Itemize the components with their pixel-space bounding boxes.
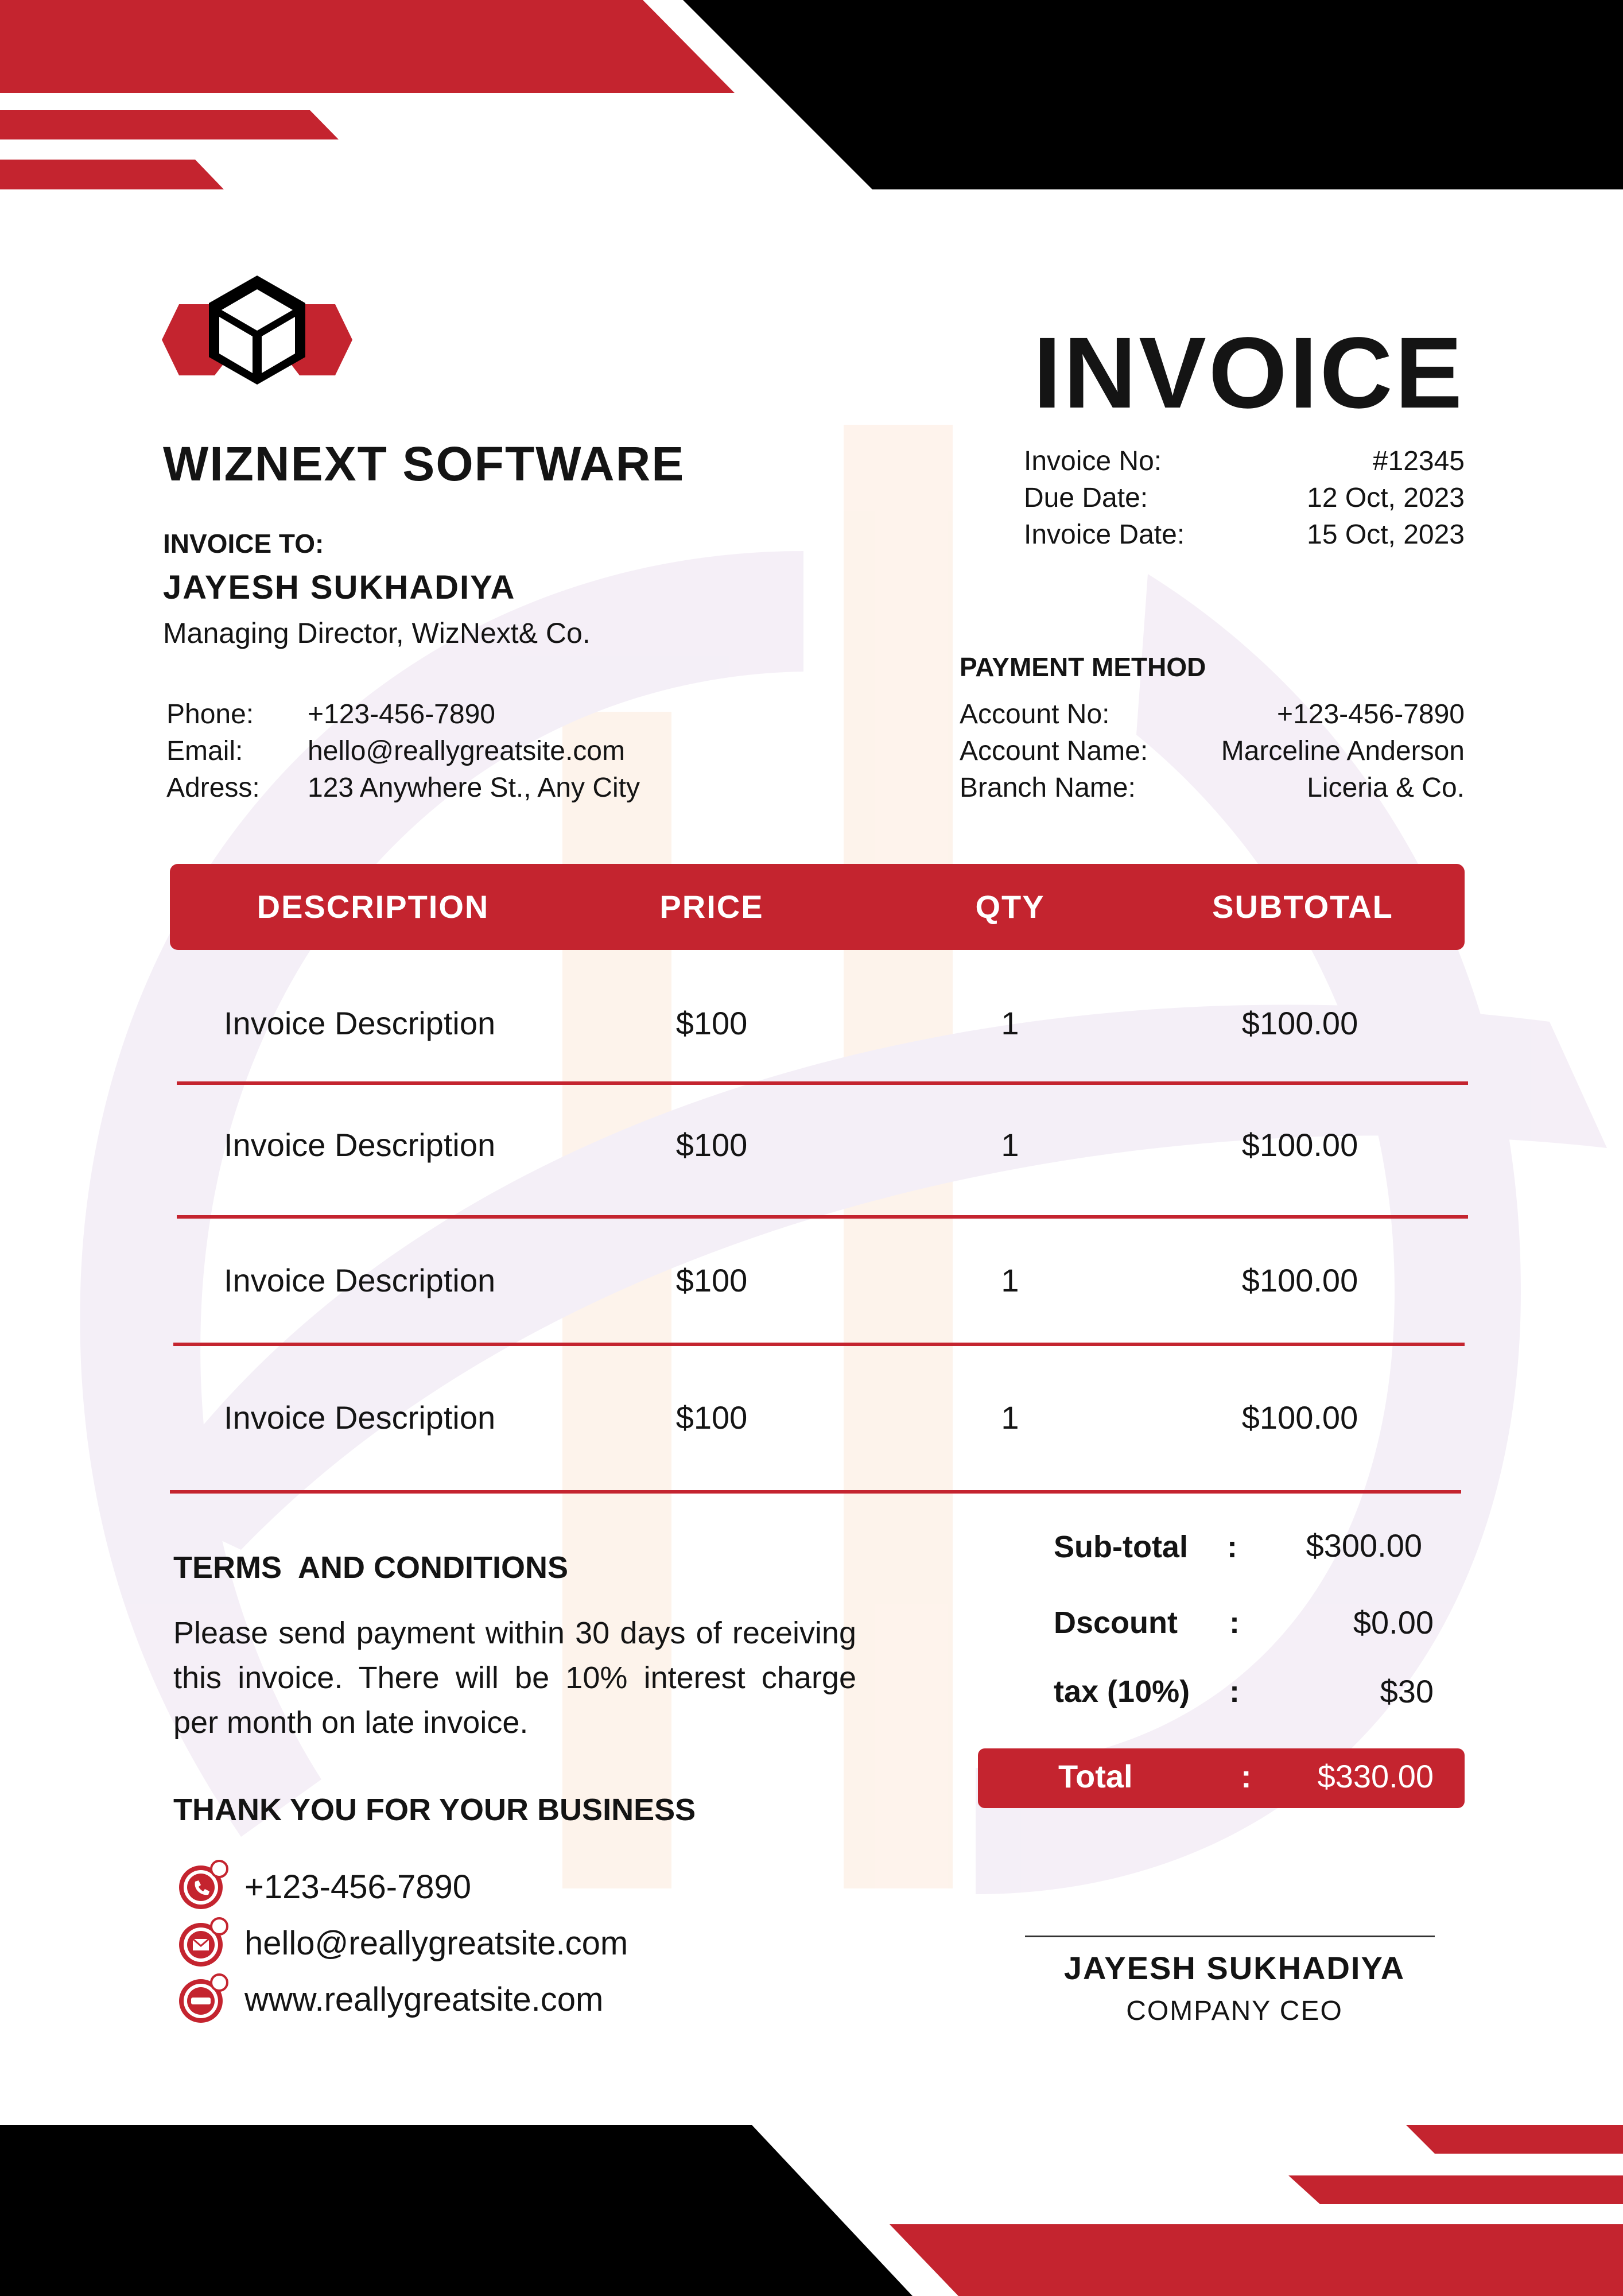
subtotal-label: Sub-total [1054, 1530, 1188, 1564]
total-value: $330.00 [1317, 1758, 1434, 1794]
payment-value: Liceria & Co. [1307, 773, 1465, 803]
client-role: Managing Director, WizNext& Co. [163, 617, 591, 649]
tax-separator: : [1229, 1674, 1240, 1709]
contact-label: Email: [166, 736, 243, 766]
meta-value: 15 Oct, 2023 [1307, 519, 1465, 550]
header-price: PRICE [659, 889, 764, 925]
cell-description: Invoice Description [224, 1399, 496, 1436]
contact-value: 123 Anywhere St., Any City [308, 773, 640, 803]
meta-row [1024, 517, 1465, 553]
cell-description: Invoice Description [224, 1262, 496, 1298]
row-divider [170, 1490, 1461, 1494]
cell-qty: 1 [1001, 1262, 1019, 1298]
contact-value: hello@reallygreatsite.com [308, 736, 625, 766]
payment-value: Marceline Anderson [1221, 736, 1465, 766]
row-divider [173, 1343, 1465, 1346]
cell-qty: 1 [1001, 1399, 1019, 1436]
payment-row [960, 733, 1465, 770]
row-divider [177, 1215, 1468, 1219]
payment-heading: PAYMENT METHOD [960, 652, 1206, 682]
tax-label: tax (10%) [1054, 1674, 1190, 1709]
tax-value: $30 [1380, 1673, 1434, 1709]
meta-value: #12345 [1372, 446, 1465, 476]
thank-you-heading: THANK YOU FOR YOUR BUSINESS [173, 1793, 696, 1827]
footer-phone[interactable]: +123-456-7890 [244, 1868, 472, 1906]
cell-subtotal: $100.00 [1241, 1005, 1358, 1041]
discount-label: Dscount [1054, 1605, 1178, 1640]
footer-website[interactable]: www.reallygreatsite.com [244, 1981, 604, 2018]
meta-label: Invoice Date: [1024, 519, 1185, 550]
cell-price: $100 [675, 1262, 748, 1298]
terms-heading: TERMS AND CONDITIONS [173, 1550, 568, 1585]
payment-label: Branch Name: [960, 773, 1136, 803]
email-icon [176, 1917, 228, 1970]
meta-label: Invoice No: [1024, 446, 1162, 476]
meta-row [1024, 480, 1465, 517]
contact-row [166, 696, 640, 733]
web-icon [176, 1973, 228, 2026]
contact-label: Phone: [166, 699, 254, 730]
cell-price: $100 [675, 1399, 748, 1436]
cell-price: $100 [675, 1005, 748, 1041]
payment-details [960, 696, 1465, 806]
header-subtotal: SUBTOTAL [1212, 889, 1393, 925]
signature-line [1025, 1936, 1435, 1937]
terms-text: Please send payment within 30 days of receiving this invoice. There will be 10% interest charge per month on late invoice. [173, 1616, 856, 1740]
bill-to-heading: INVOICE TO: [163, 529, 324, 559]
phone-icon [176, 1860, 228, 1913]
row-divider [177, 1081, 1468, 1085]
contact-value: +123-456-7890 [308, 699, 495, 730]
company-name: WIZNEXT SOFTWARE [163, 437, 685, 491]
meta-label: Due Date: [1024, 483, 1148, 513]
client-contacts [166, 696, 640, 806]
cell-subtotal: $100.00 [1241, 1399, 1358, 1436]
header-qty: QTY [975, 889, 1045, 925]
invoice-meta [1024, 443, 1465, 553]
corner-decoration-top [0, 0, 1623, 230]
footer-email[interactable]: hello@reallygreatsite.com [244, 1925, 628, 1962]
contact-row [166, 770, 640, 806]
client-name: JAYESH SUKHADIYA [163, 569, 516, 606]
payment-row [960, 696, 1465, 733]
discount-value: $0.00 [1353, 1604, 1434, 1640]
discount-separator: : [1229, 1605, 1240, 1640]
cell-subtotal: $100.00 [1241, 1262, 1358, 1298]
meta-value: 12 Oct, 2023 [1307, 483, 1465, 513]
total-separator: : [1241, 1758, 1252, 1794]
total-label: Total [1058, 1758, 1133, 1794]
invoice-title: INVOICE [1033, 317, 1465, 429]
cell-description: Invoice Description [224, 1127, 496, 1163]
header-description: DESCRIPTION [257, 889, 490, 925]
signatory-title: COMPANY CEO [1126, 1996, 1343, 2026]
payment-label: Account Name: [960, 736, 1148, 766]
payment-value: +123-456-7890 [1277, 699, 1465, 730]
cell-qty: 1 [1001, 1127, 1019, 1163]
hexagon-cube-logo [161, 276, 354, 405]
meta-row [1024, 443, 1465, 480]
cell-subtotal: $100.00 [1241, 1127, 1358, 1163]
signatory-name: JAYESH SUKHADIYA [1063, 1950, 1405, 1986]
payment-label: Account No: [960, 699, 1110, 730]
subtotal-separator: : [1227, 1530, 1237, 1564]
cell-qty: 1 [1001, 1005, 1019, 1041]
cell-description: Invoice Description [224, 1005, 496, 1041]
contact-label: Adress: [166, 773, 260, 803]
contact-row [166, 733, 640, 770]
cell-price: $100 [675, 1127, 748, 1163]
subtotal-value: $300.00 [1306, 1527, 1422, 1564]
payment-row [960, 770, 1465, 806]
